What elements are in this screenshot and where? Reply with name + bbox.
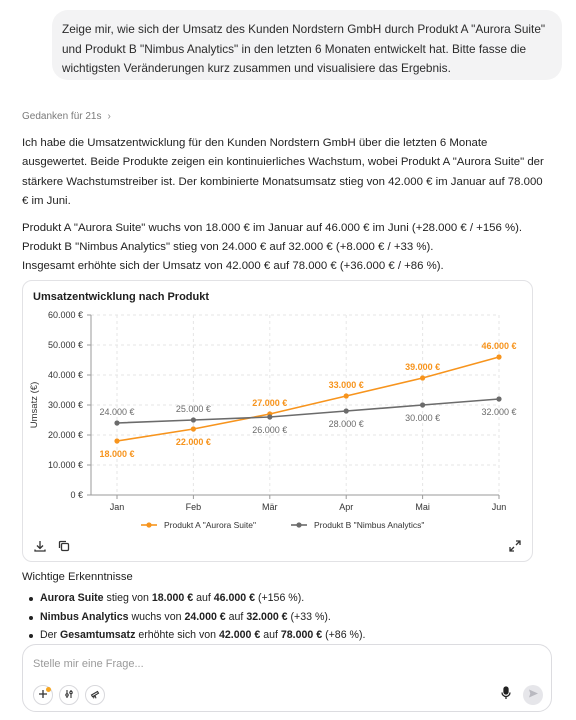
- insight-item: [22, 608, 552, 627]
- expand-icon[interactable]: [508, 539, 522, 553]
- thoughts-toggle[interactable]: [22, 111, 111, 122]
- insight-text: stieg von: [103, 592, 152, 604]
- insight-text: auf: [225, 610, 247, 623]
- insight-text: Aurora Suite: [40, 592, 104, 604]
- x-tick-label: Jan: [109, 502, 125, 512]
- data-label: 27.000 €: [252, 398, 288, 408]
- message-composer: [22, 644, 552, 712]
- y-tick-label: 30.000 €: [47, 400, 83, 410]
- data-label: 28.000 €: [328, 419, 364, 429]
- data-point: [420, 375, 425, 380]
- send-button[interactable]: [523, 685, 543, 705]
- insight-text: (+33 %).: [287, 610, 331, 623]
- legend-entry: Produkt A "Aurora Suite": [164, 520, 257, 530]
- y-tick-label: 20.000 €: [47, 430, 83, 440]
- telescope-icon: [90, 686, 100, 704]
- insights-heading: Wichtige Erkenntnisse: [22, 571, 133, 583]
- data-point: [267, 414, 272, 419]
- data-label: 30.000 €: [405, 413, 441, 423]
- data-label: 24.000 €: [99, 407, 135, 417]
- legend-entry: Produkt B "Nimbus Analytics": [314, 520, 425, 530]
- data-label: 39.000 €: [405, 362, 441, 372]
- insight-text: 42.000 €: [219, 629, 261, 641]
- y-axis-label: Umsatz (€): [29, 381, 40, 429]
- tools-button[interactable]: [59, 685, 79, 705]
- answer-line-a: Produkt A "Aurora Suite" wuchs von 18.000 € im Januar auf 46.000 € im Juni (+28.000 € / +156 %).: [22, 221, 523, 234]
- microphone-icon: [500, 686, 512, 705]
- insight-text: (+156 %).: [255, 592, 305, 604]
- answer-line-b: Produkt B "Nimbus Analytics" stieg von 24.000 € auf 32.000 € (+8.000 € / +33 %).: [22, 241, 434, 254]
- y-tick-label: 40.000 €: [47, 370, 83, 380]
- line-chart: [23, 281, 534, 563]
- legend-swatch-marker: [146, 522, 151, 527]
- legend-swatch-marker: [296, 522, 301, 527]
- x-tick-label: Apr: [339, 502, 354, 512]
- insight-text: 24.000 €: [184, 610, 226, 623]
- series-line-nimbus-analytics: [117, 399, 499, 423]
- chart-title: Umsatzentwicklung nach Produkt: [33, 291, 210, 303]
- data-label: 26.000 €: [252, 425, 288, 435]
- insight-text: Der: [40, 629, 61, 641]
- send-icon: [528, 686, 539, 704]
- add-attachment-button[interactable]: [33, 685, 53, 705]
- insight-text: auf: [193, 592, 214, 604]
- insights-list: [22, 589, 552, 645]
- data-label: 32.000 €: [481, 407, 517, 417]
- data-label: 18.000 €: [99, 449, 135, 459]
- answer-intro: Ich habe die Umsatzentwicklung für den Kunden Nordstern GmbH über die letzten 6 Monate ausgewertet. Beide Produkte zeigen ein kontinuierliches Wachstum, wobei Produkt A "Aurora Suite" der stärkere Wachstumstreiber ist. Der kombinierte Monatsumsatz stieg von 42.000 € im Januar auf 78.000 € im Juni.: [22, 137, 544, 208]
- data-point: [496, 396, 501, 401]
- y-tick-label: 50.000 €: [47, 340, 83, 350]
- insight-text: Gesamtumsatz: [60, 629, 136, 641]
- y-tick-label: 60.000 €: [47, 310, 83, 320]
- insight-text: Nimbus Analytics: [40, 610, 129, 623]
- insight-text: wuchs von: [128, 610, 185, 623]
- voice-input-button[interactable]: [497, 686, 515, 704]
- assistant-answer: [22, 134, 552, 277]
- data-point: [344, 408, 349, 413]
- y-tick-label: 0 €: [70, 490, 83, 500]
- chevron-right-icon: ›: [107, 111, 111, 122]
- data-label: 22.000 €: [175, 437, 211, 447]
- x-tick-label: Mai: [415, 502, 430, 512]
- data-label: 25.000 €: [175, 404, 211, 414]
- notification-dot: [46, 687, 51, 692]
- copy-icon[interactable]: [57, 539, 71, 553]
- data-label: 46.000 €: [481, 341, 517, 351]
- insight-text: auf: [260, 629, 281, 641]
- download-icon[interactable]: [33, 539, 47, 553]
- y-tick-label: 10.000 €: [47, 460, 83, 470]
- x-tick-label: Feb: [185, 502, 202, 512]
- user-message-text: Zeige mir, wie sich der Umsatz des Kunden Nordstern GmbH durch Produkt A "Aurora Suite" und Produkt B "Nimbus Analytics" in den letzten 6 Monaten entwickelt hat. Bitte fasse die wichtigsten Veränderungen kurz zusammen und visualisiere das Ergebnis.: [62, 22, 546, 75]
- data-point: [114, 438, 119, 443]
- data-point: [114, 420, 119, 425]
- message-input[interactable]: [33, 655, 513, 673]
- data-point: [191, 426, 196, 431]
- data-point: [344, 393, 349, 398]
- insight-item: [22, 589, 552, 608]
- insight-text: 78.000 €: [280, 629, 323, 641]
- data-point: [420, 402, 425, 407]
- insight-text: 46.000 €: [213, 592, 255, 604]
- series-line-aurora-suite: [117, 357, 499, 441]
- insight-text: (+86 %).: [322, 629, 366, 641]
- research-button[interactable]: [85, 685, 105, 705]
- sliders-icon: [64, 686, 74, 704]
- x-tick-label: Jun: [491, 502, 507, 512]
- chart-card: [22, 280, 533, 562]
- insights-section: [22, 571, 552, 645]
- thoughts-label: Gedanken für 21s: [22, 111, 102, 122]
- insight-text: erhöhte sich von: [135, 629, 220, 641]
- user-message-bubble: [52, 10, 562, 80]
- insight-text: 18.000 €: [151, 592, 194, 604]
- answer-line-total: Insgesamt erhöhte sich der Umsatz von 42.000 € auf 78.000 € (+36.000 € / +86 %).: [22, 260, 444, 273]
- x-tick-label: Mär: [262, 502, 278, 512]
- insight-text: 32.000 €: [246, 610, 288, 623]
- insight-item: [22, 626, 552, 645]
- data-label: 33.000 €: [328, 380, 364, 390]
- data-point: [496, 354, 501, 359]
- data-point: [191, 417, 196, 422]
